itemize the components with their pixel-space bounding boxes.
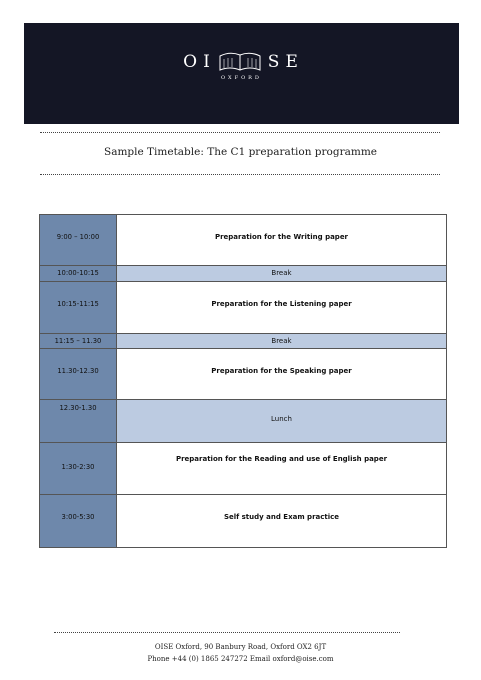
activity-cell	[117, 443, 447, 495]
logo-letter-i: I	[203, 52, 212, 72]
time-label: 10:00-10:15	[57, 269, 99, 277]
break-cell	[117, 400, 447, 443]
header-banner	[24, 23, 459, 124]
time-label: 11.30-12.30	[57, 367, 99, 375]
activity-label: Break	[271, 337, 292, 345]
time-cell	[40, 334, 117, 349]
activity-cell	[117, 215, 447, 266]
break-cell	[117, 266, 447, 282]
footer-contact: Phone +44 (0) 1865 247272 Email oxford@oise.com	[147, 655, 334, 663]
break-cell	[117, 334, 447, 349]
time-label: 10:15-11:15	[57, 300, 99, 308]
table-row	[40, 443, 447, 495]
divider-title	[40, 174, 440, 175]
table-row	[40, 400, 447, 443]
time-cell	[40, 495, 117, 548]
activity-label: Break	[271, 269, 292, 277]
logo-letter-e: E	[285, 52, 300, 72]
time-label: 12.30-1.30	[59, 404, 97, 412]
table-row	[40, 349, 447, 400]
activity-label: Self study and Exam practice	[223, 513, 340, 521]
table-row	[40, 282, 447, 334]
time-cell	[40, 266, 117, 282]
table-row	[40, 495, 447, 548]
logo-letter-s: S	[267, 52, 282, 72]
divider-top	[40, 132, 440, 133]
time-label: 3:00-5:30	[61, 513, 95, 521]
time-label: 1:30-2:30	[61, 463, 95, 471]
table-row	[40, 266, 447, 282]
activity-label: Preparation for the Writing paper	[214, 233, 349, 241]
time-label: 9:00 – 10:00	[56, 233, 100, 241]
time-label: 11:15 – 11.30	[54, 337, 102, 345]
activity-cell	[117, 349, 447, 400]
divider-footer	[54, 632, 400, 633]
table-row	[40, 215, 447, 266]
activity-cell	[117, 495, 447, 548]
page-title: Sample Timetable: The C1 preparation programme	[104, 146, 377, 158]
oise-logo	[24, 50, 459, 81]
logo-letter-o: O	[183, 52, 200, 72]
activity-label: Lunch	[271, 415, 292, 423]
time-cell	[40, 349, 117, 400]
footer-address: OISE Oxford, 90 Banbury Road, Oxford OX2 6JT	[154, 643, 327, 651]
timetable-table	[39, 214, 447, 548]
activity-label: Preparation for the Speaking paper	[211, 367, 352, 375]
time-cell	[40, 400, 117, 443]
activity-cell	[117, 282, 447, 334]
logo-subtitle: OXFORD	[221, 75, 262, 81]
time-cell	[40, 215, 117, 266]
time-cell	[40, 443, 117, 495]
open-book-icon	[218, 50, 262, 72]
activity-label: Preparation for the Reading and use of English paper	[175, 455, 388, 463]
time-cell	[40, 282, 117, 334]
activity-label: Preparation for the Listening paper	[211, 300, 352, 308]
table-row	[40, 334, 447, 349]
